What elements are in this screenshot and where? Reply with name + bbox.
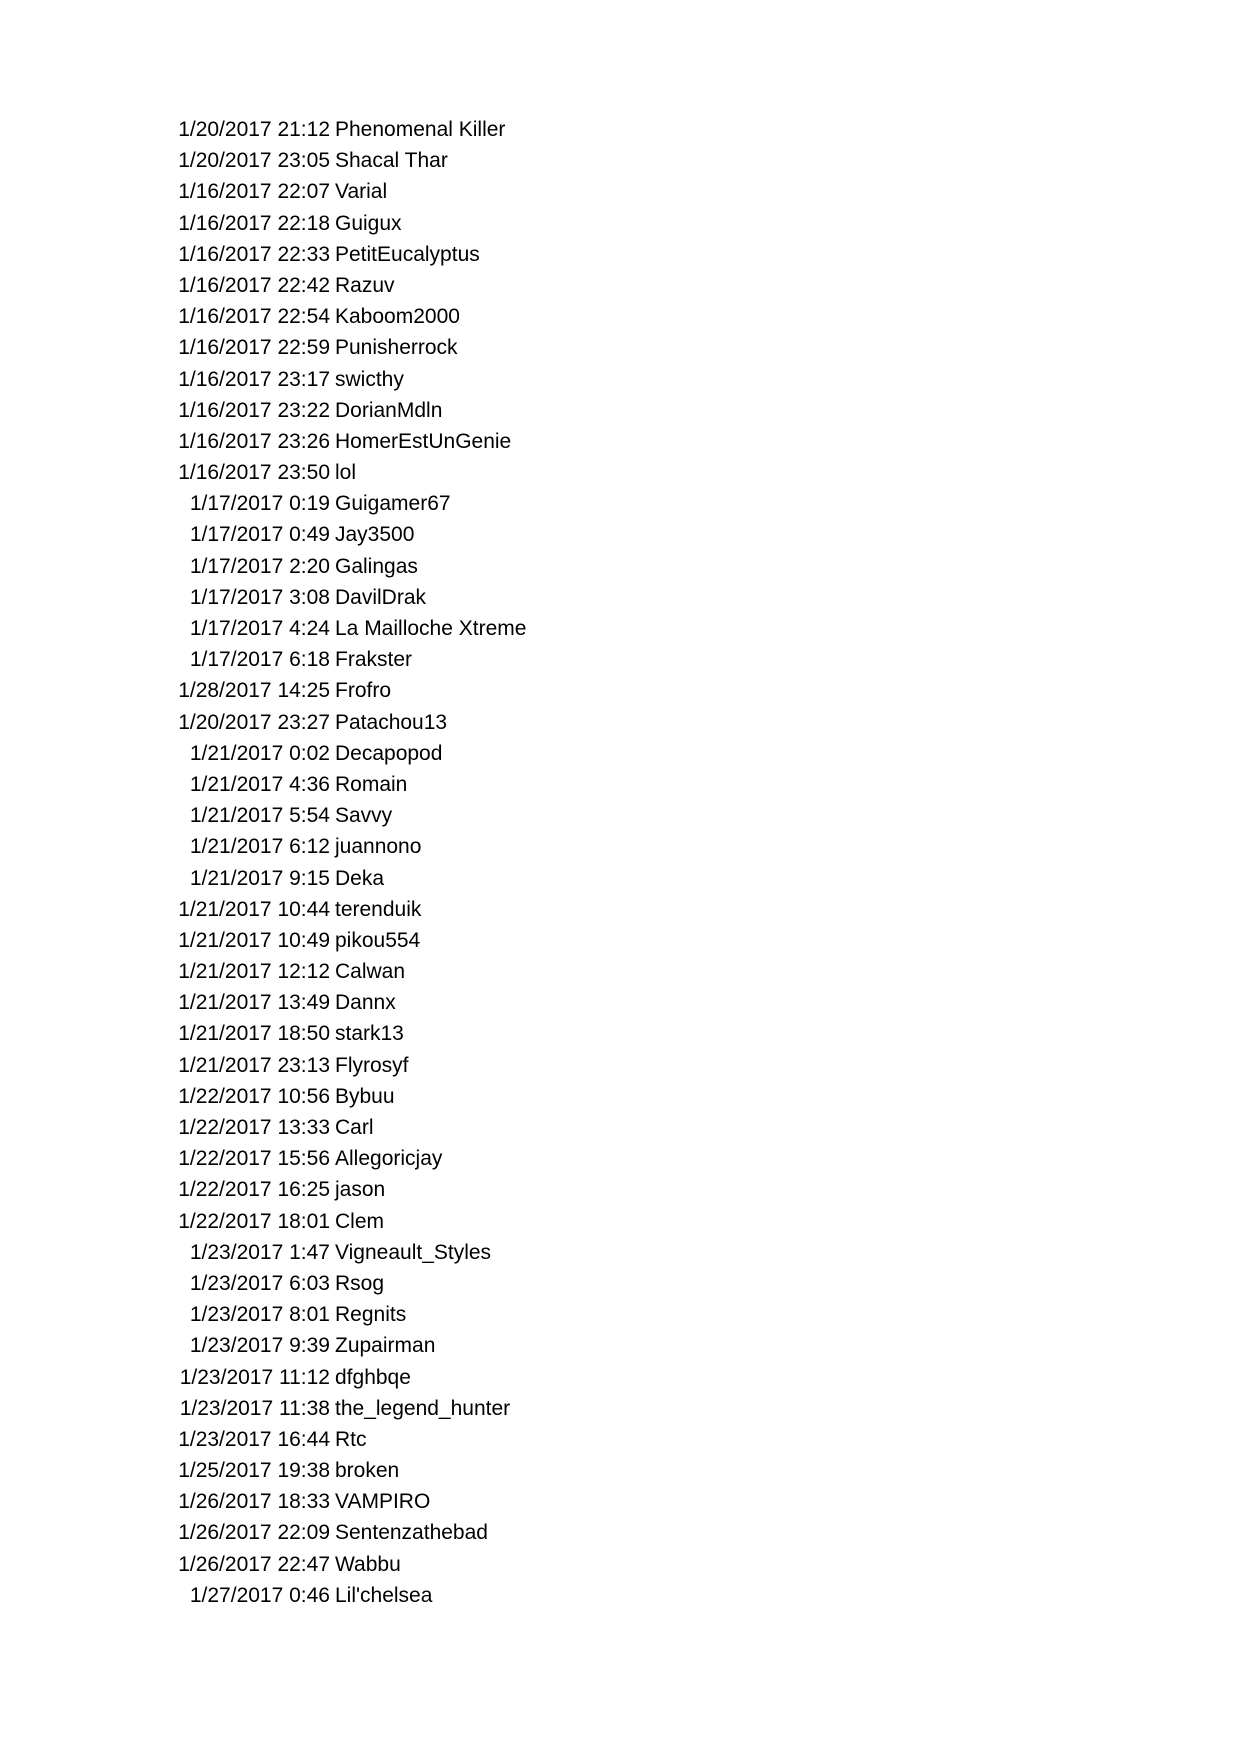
entry-timestamp: 1/21/2017 6:12	[189, 835, 330, 859]
entry-timestamp: 1/16/2017 22:54	[178, 305, 330, 329]
entry-name: the_legend_hunter	[335, 1396, 511, 1420]
list-item	[0, 551, 1241, 582]
entry-timestamp: 1/16/2017 22:18	[178, 211, 330, 235]
entry-timestamp: 1/16/2017 23:50	[178, 461, 330, 485]
entry-timestamp: 1/21/2017 23:13	[178, 1053, 330, 1077]
entry-timestamp: 1/16/2017 22:33	[178, 242, 330, 266]
entry-timestamp: 1/26/2017 18:33	[178, 1490, 330, 1514]
list-item	[0, 1081, 1241, 1112]
entry-timestamp: 1/21/2017 9:15	[189, 866, 330, 890]
list-item	[0, 1393, 1241, 1424]
entry-timestamp: 1/23/2017 6:03	[189, 1271, 330, 1295]
list-item	[0, 519, 1241, 550]
list-item	[0, 800, 1241, 831]
entry-timestamp: 1/17/2017 3:08	[189, 585, 330, 609]
entry-name: jason	[335, 1178, 386, 1202]
list-item	[0, 1018, 1241, 1049]
entry-timestamp: 1/16/2017 22:07	[178, 180, 330, 204]
entry-name: Guigux	[335, 211, 402, 235]
entry-name: DavilDrak	[335, 585, 427, 609]
list-item	[0, 145, 1241, 176]
list-item	[0, 1143, 1241, 1174]
entry-timestamp: 1/17/2017 0:49	[189, 523, 330, 547]
list-item	[0, 395, 1241, 426]
entry-timestamp: 1/21/2017 12:12	[178, 960, 330, 984]
list-item	[0, 1330, 1241, 1361]
entry-timestamp: 1/23/2017 11:12	[179, 1365, 330, 1389]
entry-timestamp: 1/22/2017 18:01	[178, 1209, 330, 1233]
entry-timestamp: 1/20/2017 23:05	[178, 149, 330, 173]
list-item	[0, 364, 1241, 395]
list-item	[0, 863, 1241, 894]
entry-timestamp: 1/21/2017 10:44	[178, 897, 330, 921]
entry-timestamp: 1/21/2017 10:49	[178, 928, 330, 952]
list-item	[0, 675, 1241, 706]
entry-name: Guigamer67	[335, 492, 451, 516]
entry-name: dfghbqe	[335, 1365, 411, 1389]
list-item	[0, 1174, 1241, 1205]
entry-name: Punisherrock	[335, 336, 458, 360]
entry-timestamp: 1/20/2017 23:27	[178, 710, 330, 734]
entry-name: juannono	[335, 835, 422, 859]
entry-name: Galingas	[335, 554, 418, 578]
entry-timestamp: 1/26/2017 22:09	[178, 1521, 330, 1545]
entry-timestamp: 1/27/2017 0:46	[189, 1583, 330, 1607]
entry-name: Sentenzathebad	[335, 1521, 488, 1545]
entry-timestamp: 1/23/2017 16:44	[178, 1427, 330, 1451]
list-item	[0, 1424, 1241, 1455]
list-item	[0, 239, 1241, 270]
entry-name: Shacal Thar	[335, 149, 448, 173]
list-item	[0, 332, 1241, 363]
entry-name: Decapopod	[335, 741, 443, 765]
entry-timestamp: 1/22/2017 16:25	[178, 1178, 330, 1202]
entry-name: Bybuu	[335, 1084, 395, 1108]
list-item	[0, 488, 1241, 519]
entry-name: pikou554	[335, 928, 421, 952]
entry-timestamp: 1/16/2017 23:26	[178, 429, 330, 453]
entry-name: Zupairman	[335, 1334, 436, 1358]
list-item	[0, 1549, 1241, 1580]
entry-timestamp: 1/17/2017 2:20	[189, 554, 330, 578]
list-item	[0, 1299, 1241, 1330]
entry-name: Calwan	[335, 960, 406, 984]
entry-name: Deka	[335, 866, 385, 890]
entry-timestamp: 1/23/2017 8:01	[189, 1303, 330, 1327]
list-item	[0, 457, 1241, 488]
entry-timestamp: 1/23/2017 9:39	[189, 1334, 330, 1358]
entry-timestamp: 1/16/2017 23:17	[178, 367, 330, 391]
entry-timestamp: 1/21/2017 4:36	[189, 772, 330, 796]
entry-name: PetitEucalyptus	[335, 242, 480, 266]
list-item	[0, 1268, 1241, 1299]
entry-timestamp: 1/16/2017 22:59	[178, 336, 330, 360]
entry-timestamp: 1/22/2017 13:33	[178, 1116, 330, 1139]
entry-name: Clem	[335, 1209, 385, 1233]
list-item	[0, 582, 1241, 613]
list-item	[0, 208, 1241, 239]
entry-name: Regnits	[335, 1303, 407, 1327]
entry-name: Frakster	[335, 648, 413, 672]
list-item	[0, 1580, 1241, 1611]
entry-timestamp: 1/26/2017 22:47	[178, 1552, 330, 1576]
entry-name: Kaboom2000	[335, 305, 460, 329]
entry-name: Allegoricjay	[335, 1147, 443, 1171]
list-item	[0, 894, 1241, 925]
entry-name: Romain	[335, 772, 408, 796]
entry-timestamp: 1/17/2017 0:19	[189, 492, 330, 516]
entry-name: HomerEstUnGenie	[335, 429, 512, 453]
entry-timestamp: 1/21/2017 13:49	[178, 991, 330, 1015]
entry-name: Patachou13	[335, 710, 448, 734]
list-item	[0, 1050, 1241, 1081]
entry-name: Wabbu	[335, 1552, 401, 1576]
entry-timestamp: 1/22/2017 10:56	[178, 1084, 330, 1108]
entry-timestamp: 1/20/2017 21:12	[178, 118, 330, 141]
entry-timestamp: 1/23/2017 11:38	[179, 1396, 330, 1420]
entry-list	[0, 114, 1241, 1611]
list-item	[0, 644, 1241, 675]
entry-name: Flyrosyf	[335, 1053, 409, 1077]
list-item	[0, 925, 1241, 956]
entry-timestamp: 1/22/2017 15:56	[178, 1147, 330, 1171]
entry-timestamp: 1/21/2017 5:54	[189, 804, 330, 828]
list-item	[0, 613, 1241, 644]
entry-name: swicthy	[335, 367, 404, 391]
entry-timestamp: 1/17/2017 4:24	[189, 617, 330, 640]
entry-name: lol	[335, 461, 357, 485]
list-item	[0, 176, 1241, 207]
entry-timestamp: 1/17/2017 6:18	[189, 648, 330, 672]
entry-timestamp: 1/21/2017 18:50	[178, 1022, 330, 1046]
list-item	[0, 1237, 1241, 1268]
entry-name: Phenomenal Killer	[335, 118, 506, 141]
entry-name: stark13	[335, 1022, 404, 1046]
entry-name: Vigneault_Styles	[335, 1240, 492, 1264]
entry-name: Frofro	[335, 679, 392, 703]
entry-name: Carl	[335, 1116, 374, 1139]
entry-name: broken	[335, 1459, 400, 1483]
entry-name: Jay3500	[335, 523, 415, 547]
entry-name: Varial	[335, 180, 388, 204]
entry-timestamp: 1/16/2017 22:42	[178, 273, 330, 297]
entry-timestamp: 1/23/2017 1:47	[189, 1240, 330, 1264]
list-item	[0, 426, 1241, 457]
entry-name: Rtc	[335, 1427, 367, 1451]
entry-name: Dannx	[335, 991, 396, 1015]
entry-name: Rsog	[335, 1271, 385, 1295]
entry-name: Razuv	[335, 273, 395, 297]
list-item	[0, 1455, 1241, 1486]
entry-name: Lil'chelsea	[335, 1583, 433, 1607]
entry-name: DorianMdln	[335, 398, 443, 422]
list-item	[0, 1206, 1241, 1237]
entry-name: VAMPIRO	[335, 1490, 431, 1514]
list-item	[0, 270, 1241, 301]
list-item	[0, 1517, 1241, 1548]
entry-name: terenduik	[335, 897, 422, 921]
entry-timestamp: 1/21/2017 0:02	[189, 741, 330, 765]
entry-timestamp: 1/16/2017 23:22	[178, 398, 330, 422]
list-item	[0, 769, 1241, 800]
list-item	[0, 987, 1241, 1018]
entry-name: La Mailloche Xtreme	[335, 617, 527, 640]
list-item	[0, 1112, 1241, 1143]
entry-timestamp: 1/28/2017 14:25	[178, 679, 330, 703]
list-item	[0, 956, 1241, 987]
entry-timestamp: 1/25/2017 19:38	[178, 1459, 330, 1483]
list-item	[0, 301, 1241, 332]
list-item	[0, 831, 1241, 862]
entry-name: Savvy	[335, 804, 393, 828]
list-item	[0, 707, 1241, 738]
list-item	[0, 738, 1241, 769]
list-item	[0, 114, 1241, 145]
list-item	[0, 1486, 1241, 1517]
list-item	[0, 1362, 1241, 1393]
